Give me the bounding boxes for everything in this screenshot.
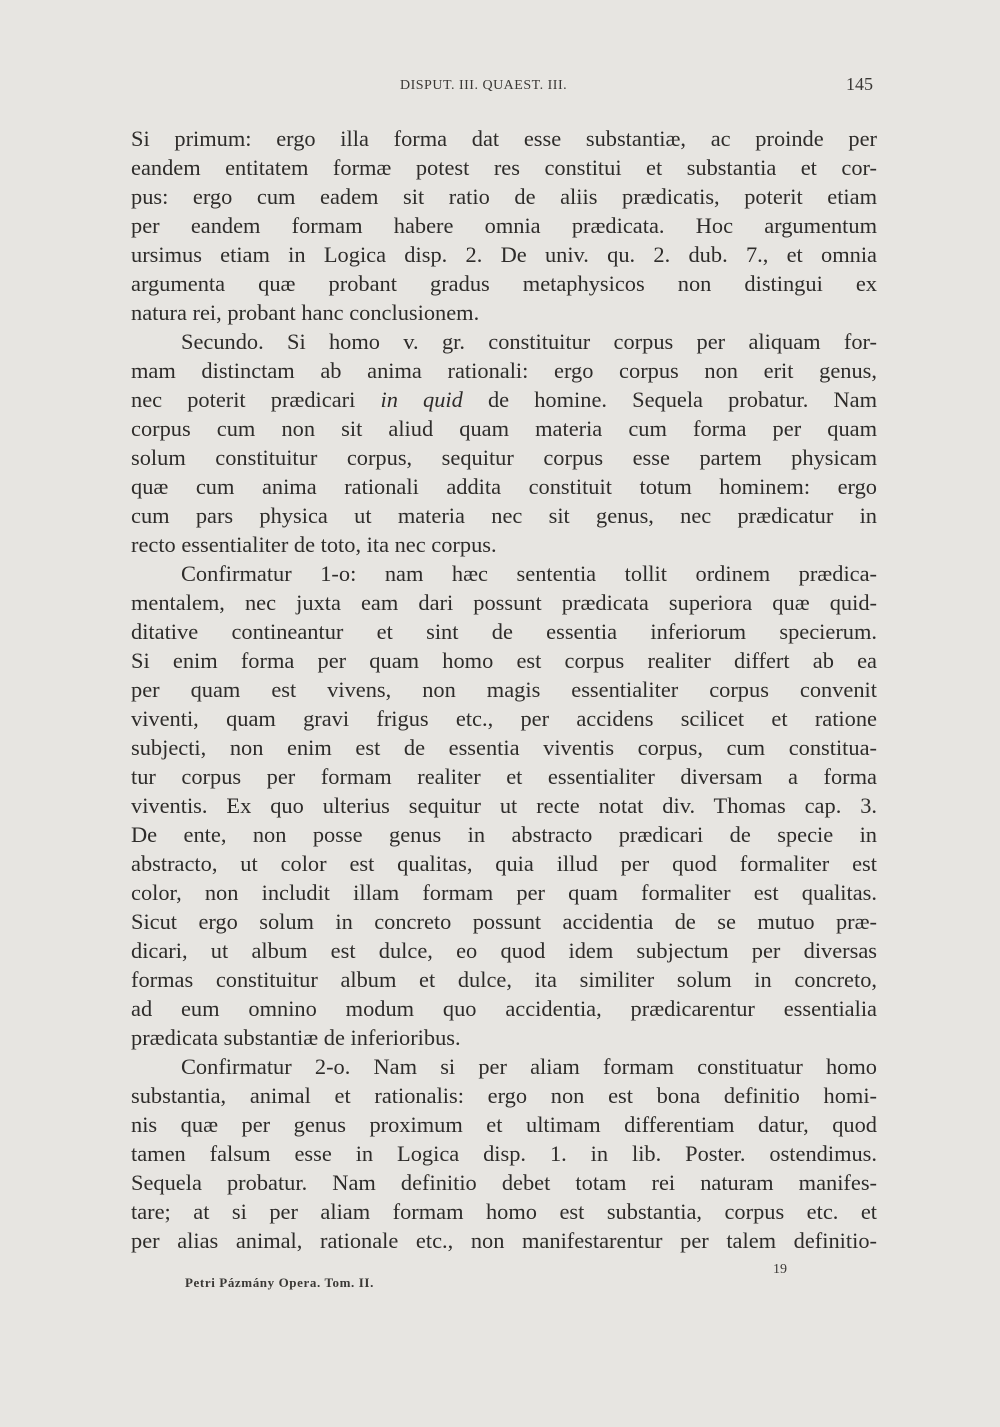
text-line: nis quæ per genus proximum et ultimam differentiam datur, quod [131, 1112, 877, 1137]
text-line: eandem entitatem formæ potest res constitui et substantia et cor- [131, 155, 877, 180]
text-line: tur corpus per formam realiter et essentialiter diversam a forma [131, 764, 877, 789]
text-line: quæ cum anima rationali addita constituit totum hominem: ergo [131, 474, 877, 499]
text-line: recto essentialiter de toto, ita nec corpus. [131, 532, 497, 557]
text-line: per alias animal, rationale etc., non manifestarentur per talem definitio- [131, 1228, 877, 1253]
text-line: nec poterit prædicari in quid de homine. Sequela probatur. Nam [131, 387, 877, 412]
text-line: Confirmatur 1-o: nam hæc sententia tollit ordinem prædica- [181, 561, 877, 586]
text-line: tare; at si per aliam formam homo est substantia, corpus etc. et [131, 1199, 877, 1224]
text-line: subjecti, non enim est de essentia viventis corpus, cum constitua- [131, 735, 877, 760]
text-line: De ente, non posse genus in abstracto prædicari de specie in [131, 822, 877, 847]
text-line: corpus cum non sit aliud quam materia cum forma per quam [131, 416, 877, 441]
text-line: solum constituitur corpus, sequitur corpus esse partem physicam [131, 445, 877, 470]
text-line: viventis. Ex quo ulterius sequitur ut recte notat div. Thomas cap. 3. [131, 793, 877, 818]
text-line: Si primum: ergo illa forma dat esse substantiæ, ac proinde per [131, 126, 877, 151]
text-line: cum pars physica ut materia nec sit genus, nec prædicatur in [131, 503, 877, 528]
running-head: DISPUT. III. QUAEST. III. [400, 78, 568, 93]
text-line: argumenta quæ probant gradus metaphysicos non distingui ex [131, 271, 877, 296]
text-line: tamen falsum esse in Logica disp. 1. in lib. Poster. ostendimus. [131, 1141, 877, 1166]
text-line: ad eum omnino modum quo accidentia, prædicarentur essentialia [131, 996, 877, 1021]
text-line: dicari, ut album est dulce, eo quod idem subjectum per diversas [131, 938, 877, 963]
text-line: natura rei, probant hanc conclusionem. [131, 300, 480, 325]
text-line: abstracto, ut color est qualitas, quia illud per quod formaliter est [131, 851, 877, 876]
page-number: 145 [846, 74, 873, 94]
text-line: formas constituitur album et dulce, ita similiter solum in concreto, [131, 967, 877, 992]
text-line: Si enim forma per quam homo est corpus realiter differt ab ea [131, 648, 877, 673]
footer-note: Petri Pázmány Opera. Tom. II. [185, 1275, 374, 1290]
text-line: ursimus etiam in Logica disp. 2. De univ. qu. 2. dub. 7., et omnia [131, 242, 877, 267]
italic-term: in quid [380, 387, 463, 412]
text-line: Secundo. Si homo v. gr. constituitur corpus per aliquam for- [181, 329, 877, 354]
body-text [131, 124, 877, 1255]
text-line: mam distinctam ab anima rationali: ergo corpus non erit genus, [131, 358, 877, 383]
text-line: color, non includit illam formam per quam formaliter est qualitas. [131, 880, 877, 905]
text-line: per quam est vivens, non magis essentialiter corpus convenit [131, 677, 877, 702]
text-line: mentalem, nec juxta eam dari possunt prædicata superiora quæ quid- [131, 590, 877, 615]
text-line: prædicata substantiæ de inferioribus. [131, 1025, 461, 1050]
text-line: pus: ergo cum eadem sit ratio de aliis prædicatis, poterit etiam [131, 184, 877, 209]
text-line: Sicut ergo solum in concreto possunt accidentia de se mutuo præ- [131, 909, 877, 934]
text-line: ditative contineantur et sint de essentia inferiorum specierum. [131, 619, 877, 644]
text-line: viventi, quam gravi frigus etc., per accidens scilicet et ratione [131, 706, 877, 731]
text-line: Sequela probatur. Nam definitio debet totam rei naturam manifes- [131, 1170, 877, 1195]
text-line: substantia, animal et rationalis: ergo non est bona definitio homi- [131, 1083, 877, 1108]
text-line: per eandem formam habere omnia prædicata. Hoc argumentum [131, 213, 877, 238]
signature-mark: 19 [773, 1262, 787, 1277]
text-line: Confirmatur 2-o. Nam si per aliam formam constituatur homo [181, 1054, 877, 1079]
